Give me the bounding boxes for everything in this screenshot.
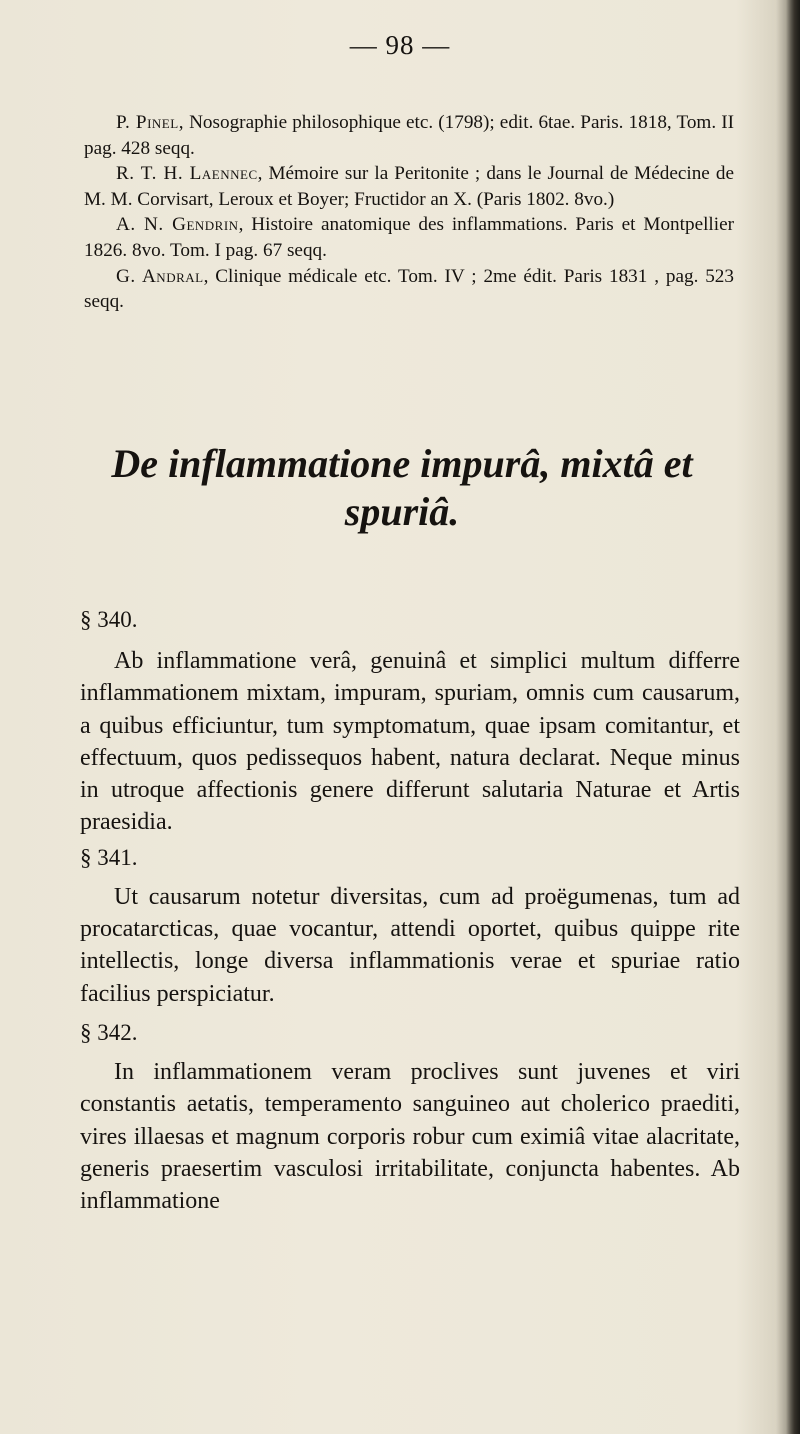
reference-pinel	[84, 110, 734, 161]
reference-text: , Histoire anatomique des inflammations. Paris et Montpellier 1826. 8vo. Tom. I pag. 67 seqq.	[84, 214, 734, 261]
chapter-title	[64, 440, 740, 536]
page-number-header: — 98 —	[349, 30, 451, 60]
references-block	[84, 110, 734, 315]
reference-gendrin	[84, 212, 734, 263]
section-number-341: § 341.	[80, 844, 138, 870]
page-edge-shadow	[786, 0, 800, 1434]
reference-author: P. Pinel,	[116, 112, 184, 133]
reference-author: R. T. H. Laennec	[116, 163, 258, 185]
main-text	[80, 605, 740, 1217]
reference-author: G. Andral	[116, 265, 204, 287]
reference-text: , Mémoire sur la Peritonite ; dans le Journal de Médecine de M. M. Corvisart, Leroux et Boyer; Fructidor an X. (Paris 1802. 8vo.)	[84, 163, 734, 210]
reference-author: A. N. Gendrin	[116, 214, 239, 236]
reference-text: , Clinique médicale etc. Tom. IV ; 2me édit. Paris 1831 , pag. 523 seqq.	[84, 265, 734, 313]
section-number-342: § 342.	[80, 1019, 138, 1045]
section-number-340: § 340.	[80, 607, 138, 632]
chapter-title-line-1: De inflammatione impurâ, mixtâ et	[111, 441, 693, 486]
reference-andral	[84, 264, 734, 315]
paragraph-341: Ut causarum notetur diversitas, cum ad proëgumenas, tum ad procatarcticas, quae vocantur, attendi oportet, quibus quippe rite intellectis, longe diversa inflammationis verae et spuriae ratio facilius perspiciatur.	[80, 883, 740, 1007]
reference-laennec	[84, 161, 734, 212]
reference-text: Nosographie philosophique etc. (1798); edit. 6tae. Paris. 1818, Tom. II pag. 428 seqq.	[84, 112, 734, 159]
chapter-title-line-2: spuriâ.	[344, 489, 460, 534]
paragraph-340: Ab inflammatione verâ, genuinâ et simplici multum differre inflammationem mixtam, impuram, spuriam, omnis cum causarum, a quibus efficiuntur, tum symptomatum, quae ipsam comitantur, et effectuum, quos pedissequos habent, natura declarat. Neque minus in utroque affectionis genere differunt salutaria Naturae et Artis praesidia.	[80, 648, 740, 836]
paragraph-342: In inflammationem veram proclives sunt juvenes et viri constantis aetatis, temperamento sanguineo aut cholerico praediti, vires illaesas et magnum corporis robur cum eximiâ vitae alacritate, generis praesertim vasculosi irritabilitate, conjuncta habentes. Ab inflammatione	[80, 1058, 740, 1215]
